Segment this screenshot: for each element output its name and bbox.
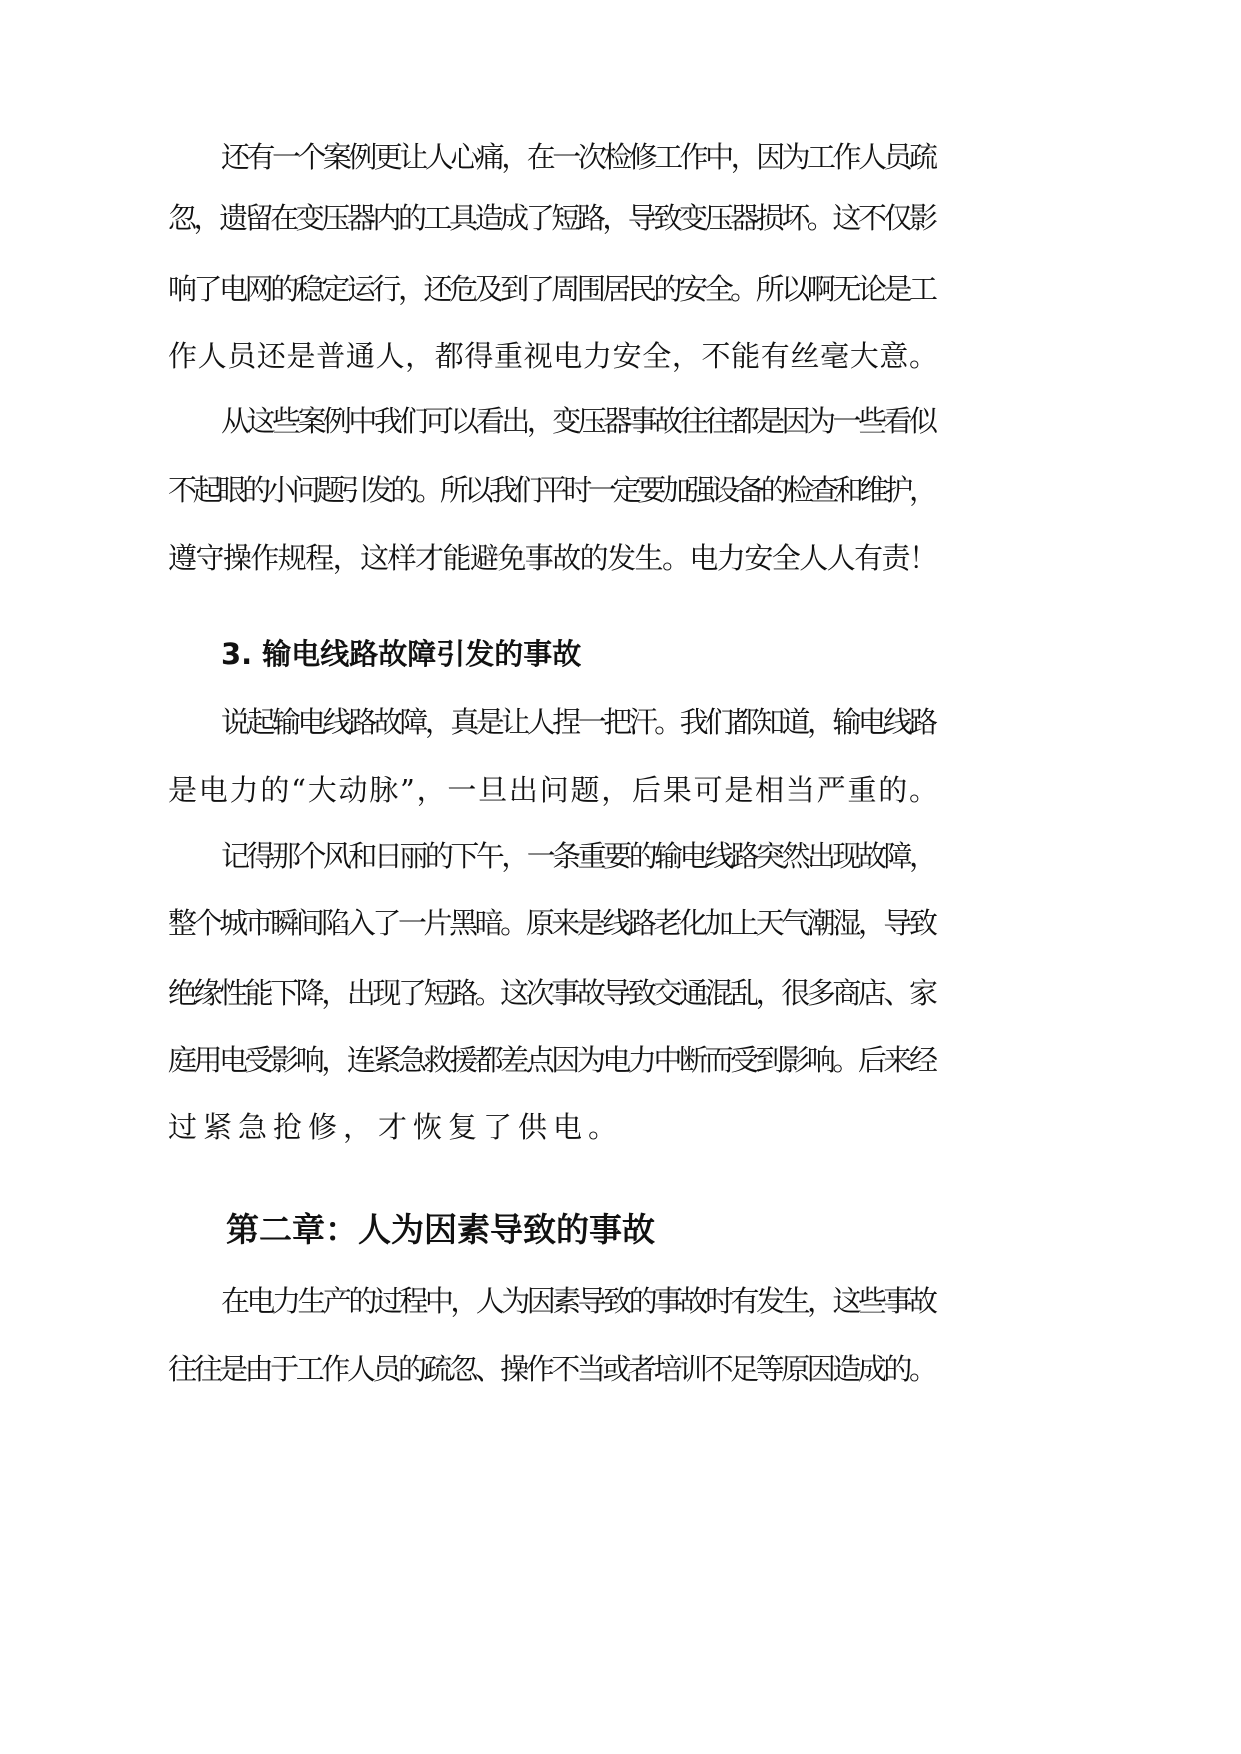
text-line: 庭用电受影响，连紧急救援都差点因为电力中断而受到影响。后来经 (168, 1043, 935, 1077)
section-heading: 3. 输电线路故障引发的事故 (221, 637, 582, 671)
text-line: 还有一个案例更让人心痛，在一次检修工作中，因为工作人员疏 (221, 140, 935, 174)
text-line: 遵守操作规程，这样才能避免事故的发生。电力安全人人有责！ (168, 541, 937, 575)
text-line: 往往是由于工作人员的疏忽、操作不当或者培训不足等原因造成的。 (168, 1352, 935, 1386)
text-line: 记得那个风和日丽的下午，一条重要的输电线路突然出现故障， (221, 839, 935, 873)
text-line: 说起输电线路故障，真是让人捏一把汗。我们都知道，输电线路 (221, 705, 935, 739)
text-line: 是电力的“大动脉”，一旦出问题，后果可是相当严重的。 (168, 773, 940, 807)
text-line: 绝缘性能下降，出现了短路。这次事故导致交通混乱，很多商店、家 (168, 976, 935, 1010)
text-line: 作人员还是普通人，都得重视电力安全，不能有丝毫大意。 (168, 339, 939, 373)
text-line: 从这些案例中我们可以看出，变压器事故往往都是因为一些看似 (221, 404, 935, 438)
text-line: 响了电网的稳定运行，还危及到了周围居民的安全。所以啊无论是工 (168, 272, 935, 306)
text-line: 在电力生产的过程中，人为因素导致的事故时有发生，这些事故 (221, 1284, 935, 1318)
text-line: 过紧急抢修，才恢复了供电。 (168, 1110, 624, 1144)
chapter-heading: 第二章：人为因素导致的事故 (226, 1210, 655, 1249)
text-line: 整个城市瞬间陷入了一片黑暗。原来是线路老化加上天气潮湿，导致 (168, 906, 935, 940)
text-line: 忽，遗留在变压器内的工具造成了短路，导致变压器损坏。这不仅影 (168, 201, 935, 235)
text-line: 不起眼的小问题引发的。所以我们平时一定要加强设备的检查和维护， (168, 473, 934, 507)
